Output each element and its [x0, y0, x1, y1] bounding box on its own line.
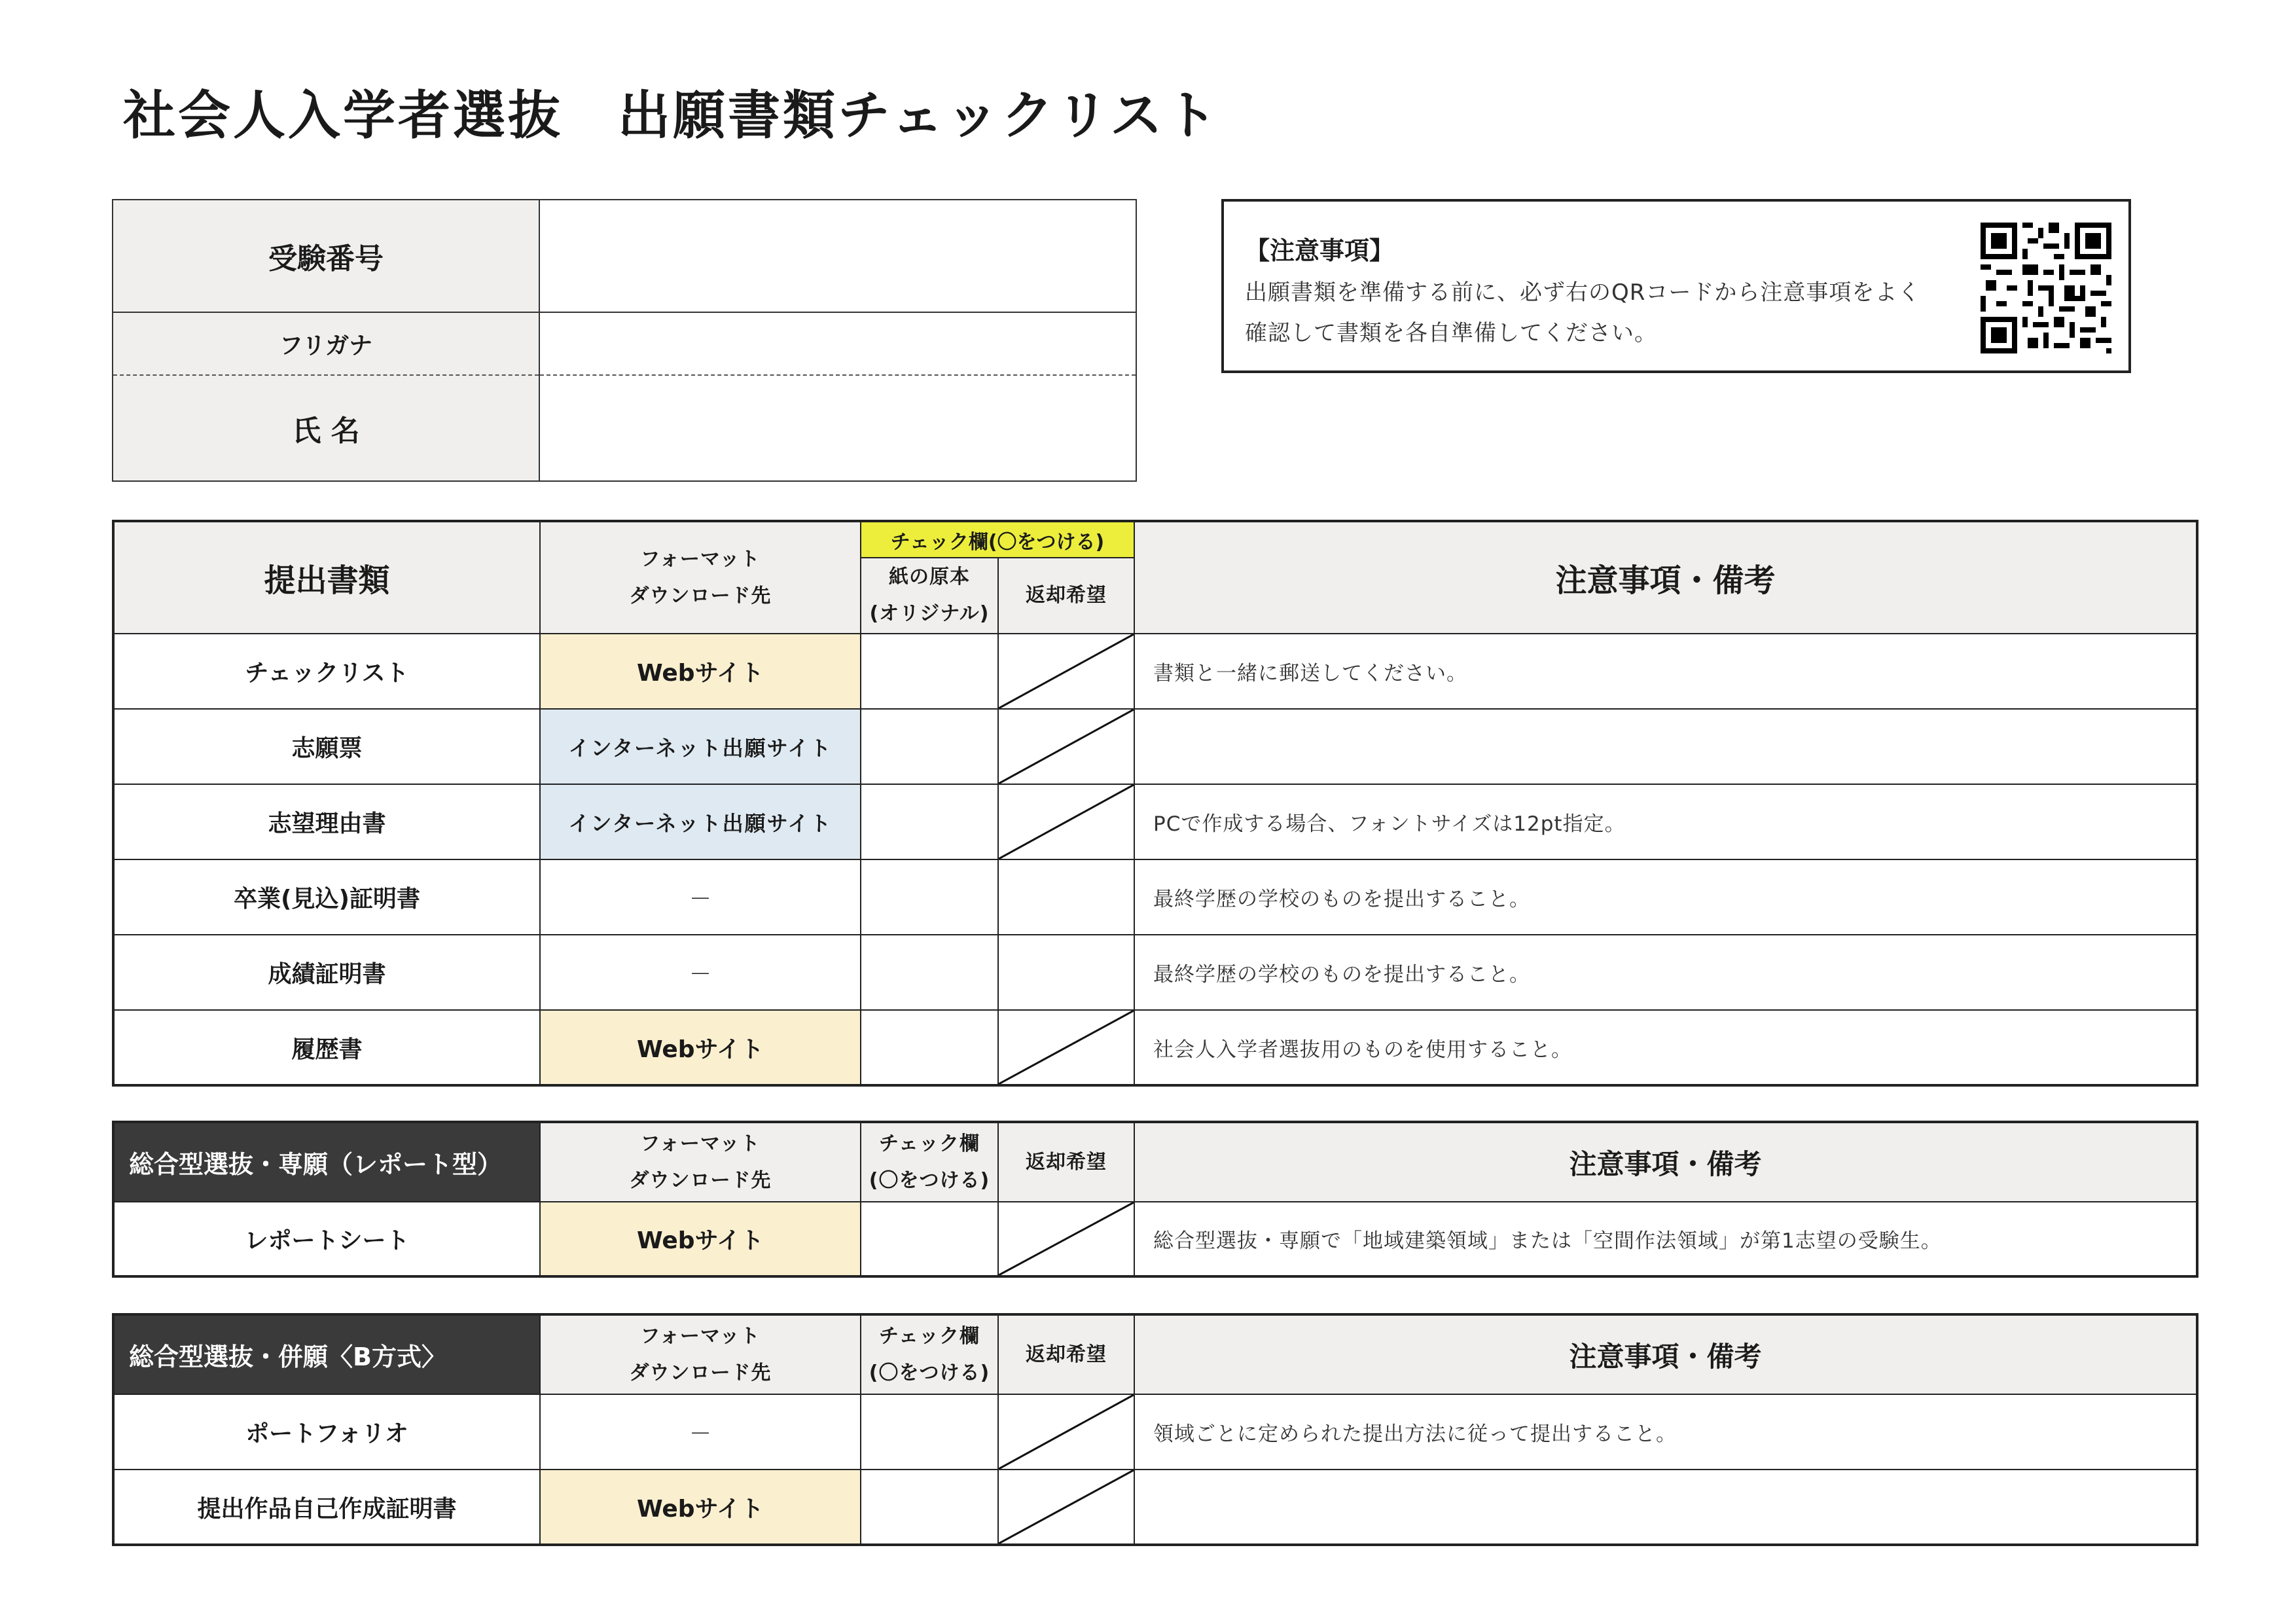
check-return-cell[interactable] [998, 935, 1134, 1010]
col-header-return: 返却希望 [998, 558, 1134, 634]
check-original-cell[interactable] [861, 784, 998, 859]
notice-heading: 【注意事項】 [1245, 236, 1395, 265]
name-label: 氏 名 [113, 375, 539, 481]
doc-name: チェックリスト [113, 634, 540, 709]
notice-line-1: 出願書類を準備する前に、必ず右のQRコードから注意事項をよく [1245, 280, 1921, 306]
doc-name: 提出作品自己作成証明書 [113, 1470, 540, 1545]
b-method-table [112, 1313, 2198, 1546]
doc-note [1134, 1470, 2197, 1545]
main-checklist-table [112, 520, 2198, 1087]
check-original-cell[interactable] [861, 1394, 998, 1470]
doc-note: PCで作成する場合、フォントサイズは12pt指定。 [1134, 784, 2197, 859]
doc-name: 履歴書 [113, 1010, 540, 1085]
format-link[interactable]: Webサイト [540, 1470, 861, 1545]
original-header-line-2: (オリジナル) [869, 602, 990, 625]
format-header-line-1: フォーマット [640, 1324, 761, 1348]
check-original-cell[interactable] [861, 1202, 998, 1276]
return-disabled-cell [998, 1202, 1134, 1276]
report-type-table [112, 1121, 2198, 1278]
format-none: － [540, 935, 861, 1010]
format-header-line-1: フォーマット [640, 547, 761, 571]
format-header-line-2: ダウンロード先 [629, 1168, 772, 1192]
check-original-cell[interactable] [861, 935, 998, 1010]
doc-name: 卒業(見込)証明書 [113, 859, 540, 935]
format-link[interactable]: インターネット出願サイト [540, 784, 861, 859]
doc-note [1134, 709, 2197, 784]
format-header-line-1: フォーマット [640, 1132, 761, 1155]
name-field[interactable] [539, 375, 1136, 481]
format-link[interactable]: Webサイト [540, 1010, 861, 1085]
exam-number-label: 受験番号 [113, 200, 539, 312]
furigana-field[interactable] [539, 312, 1136, 375]
doc-note: 書類と一緒に郵送してください。 [1134, 634, 2197, 709]
check-return-cell[interactable] [998, 859, 1134, 935]
col-header-check [861, 1122, 998, 1202]
check-header-line-1: チェック欄 [878, 1324, 980, 1348]
qr-code-icon[interactable] [1981, 223, 2111, 353]
check-header-line-1: チェック欄 [878, 1132, 980, 1155]
col-header-format [540, 1122, 861, 1202]
format-link[interactable]: インターネット出願サイト [540, 709, 861, 784]
check-original-cell[interactable] [861, 634, 998, 709]
doc-note: 領域ごとに定められた提出方法に従って提出すること。 [1134, 1394, 2197, 1470]
notice-text [1245, 272, 1939, 353]
notice-line-2: 確認して書類を各自準備してください。 [1245, 320, 1657, 346]
col-header-documents: 提出書類 [113, 521, 540, 634]
applicant-info-table [112, 199, 1137, 482]
col-header-check [861, 1314, 998, 1394]
doc-note: 最終学歴の学校のものを提出すること。 [1134, 935, 2197, 1010]
doc-name: ポートフォリオ [113, 1394, 540, 1470]
section-title-report: 総合型選抜・専願（レポート型） [113, 1122, 540, 1202]
check-original-cell[interactable] [861, 709, 998, 784]
col-header-notes: 注意事項・備考 [1134, 1122, 2197, 1202]
doc-name: レポートシート [113, 1202, 540, 1276]
check-header-line-2: (〇をつける) [869, 1361, 990, 1384]
col-header-notes: 注意事項・備考 [1134, 521, 2197, 634]
format-header-line-2: ダウンロード先 [629, 1361, 772, 1384]
format-link[interactable]: Webサイト [540, 1202, 861, 1276]
col-header-format [540, 521, 861, 634]
return-disabled-cell [998, 709, 1134, 784]
col-header-check-group: チェック欄(〇をつける) [861, 521, 1134, 558]
doc-note: 総合型選抜・専願で「地域建築領域」または「空間作法領域」が第1志望の受験生。 [1134, 1202, 2197, 1276]
format-none: － [540, 1394, 861, 1470]
doc-name: 志望理由書 [113, 784, 540, 859]
check-header-line-2: (〇をつける) [869, 1168, 990, 1192]
exam-number-field[interactable] [539, 200, 1136, 312]
col-header-notes: 注意事項・備考 [1134, 1314, 2197, 1394]
col-header-return: 返却希望 [998, 1314, 1134, 1394]
original-header-line-1: 紙の原本 [889, 566, 970, 588]
return-disabled-cell [998, 1394, 1134, 1470]
check-original-cell[interactable] [861, 859, 998, 935]
section-title-b-method: 総合型選抜・併願〈B方式〉 [113, 1314, 540, 1394]
page-title: 社会人入学者選抜 出願書類チェックリスト [123, 85, 1220, 146]
col-header-format [540, 1314, 861, 1394]
check-original-cell[interactable] [861, 1010, 998, 1085]
format-header-line-2: ダウンロード先 [629, 584, 772, 607]
format-link[interactable]: Webサイト [540, 634, 861, 709]
doc-name: 志願票 [113, 709, 540, 784]
return-disabled-cell [998, 1470, 1134, 1545]
return-disabled-cell [998, 1010, 1134, 1085]
format-none: － [540, 859, 861, 935]
return-disabled-cell [998, 784, 1134, 859]
notice-box [1221, 199, 2131, 373]
furigana-label: フリガナ [113, 312, 539, 375]
col-header-original [861, 558, 998, 634]
col-header-return: 返却希望 [998, 1122, 1134, 1202]
doc-note: 社会人入学者選抜用のものを使用すること。 [1134, 1010, 2197, 1085]
return-disabled-cell [998, 634, 1134, 709]
check-original-cell[interactable] [861, 1470, 998, 1545]
doc-name: 成績証明書 [113, 935, 540, 1010]
doc-note: 最終学歴の学校のものを提出すること。 [1134, 859, 2197, 935]
